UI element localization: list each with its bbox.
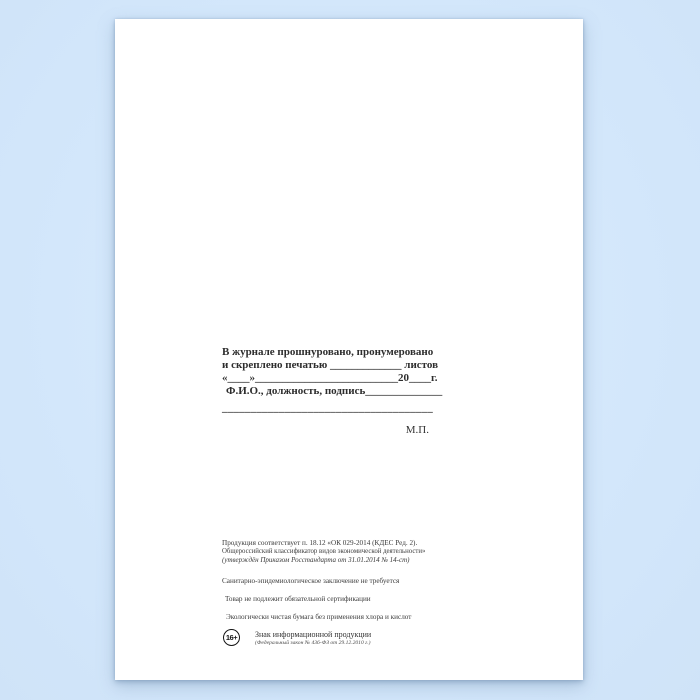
journal-back-page — [115, 19, 583, 680]
binding-date-line: «____»__________________________20____г. — [222, 372, 438, 384]
info-product-sign — [223, 629, 462, 647]
stamp-place-label: М.П. — [405, 424, 429, 436]
fio-position-signature-line: Ф.И.О., должность, подпись______________ — [226, 385, 443, 397]
info-product-sign-law: (Федеральный закон № 436-ФЗ от 29.12.2010 г.) — [255, 640, 371, 646]
ecology-note: Экологически чистая бумага без применения хлора и кислот — [226, 613, 412, 621]
certification-note: Товар не подлежит обязательной сертификации — [225, 595, 371, 603]
binding-statement-line1: В журнале прошнуровано, пронумеровано — [222, 346, 434, 358]
compliance-note-line3: (утверждён Приказом Росстандарта от 31.01.2014 № 14-ст) — [222, 556, 410, 564]
compliance-note-line1: Продукция соответствует п. 18.12 «ОК 029-2014 (КДЕС Ред. 2). — [222, 539, 418, 547]
age-rating-16plus-icon: 16+ — [223, 629, 240, 646]
binding-statement-line2: и скреплено печатью _____________ листов — [222, 359, 439, 371]
sanitary-note: Санитарно-эпидемиологическое заключение не требуется — [222, 577, 400, 585]
info-product-sign-text — [255, 629, 371, 647]
info-product-sign-title: Знак информационной продукции — [255, 630, 372, 639]
footer-notes-block — [222, 539, 462, 647]
compliance-note-line2: Общероссийский классификатор видов экономической деятельности» — [222, 548, 426, 555]
binding-statement-block — [222, 346, 443, 437]
signature-rule-line: _____________________________________ — [222, 402, 433, 414]
